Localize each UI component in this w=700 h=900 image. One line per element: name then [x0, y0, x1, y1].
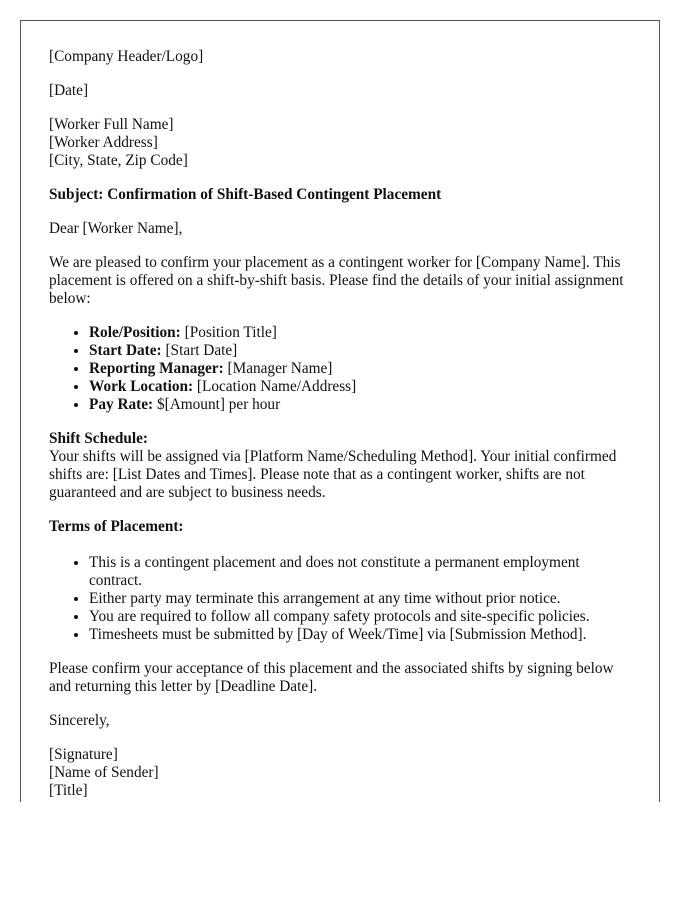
- terms-item: • Either party may terminate this arrangement at any time without prior notice.: [89, 590, 631, 608]
- terms-item: • You are required to follow all company safety protocols and site-specific policies.: [89, 608, 631, 626]
- detail-value: [Start Date]: [161, 342, 238, 359]
- signature-block: [49, 746, 631, 800]
- detail-value: [Location Name/Address]: [193, 378, 357, 395]
- intro-paragraph: We are pleased to confirm your placement as a contingent worker for [Company Name]. This placement is offered on a shift-by-shift basis. Please find the details of your initial assignment below:: [49, 254, 624, 307]
- detail-value: $[Amount] per hour: [153, 396, 281, 413]
- detail-start-date: [89, 342, 631, 360]
- detail-label: Role/Position:: [89, 324, 181, 341]
- detail-label: Work Location:: [89, 378, 194, 395]
- terms-heading: Terms of Placement:: [49, 518, 184, 535]
- letter-page: [20, 20, 660, 802]
- recipient-block: [49, 116, 631, 170]
- letter-date: [Date]: [49, 82, 89, 99]
- shift-schedule-text: Your shifts will be assigned via [Platform Name/Scheduling Method]. Your initial confirmed shifts are: [List Dates and Times]. Please note that as a contingent worker, shifts are not guaranteed and are subject to business needs.: [49, 448, 617, 501]
- detail-label: Pay Rate:: [89, 396, 154, 413]
- detail-value: [Position Title]: [180, 324, 277, 341]
- recipient-address: [Worker Address]: [49, 134, 158, 151]
- detail-role: [89, 324, 631, 342]
- terms-item: • This is a contingent placement and does not constitute a permanent employment contract.: [89, 554, 631, 590]
- terms-item: • Timesheets must be submitted by [Day of Week/Time] via [Submission Method].: [89, 626, 631, 644]
- recipient-name: [Worker Full Name]: [49, 116, 174, 133]
- shift-schedule-heading: Shift Schedule:: [49, 430, 149, 447]
- detail-value: [Manager Name]: [223, 360, 333, 377]
- detail-label: Start Date:: [89, 342, 162, 359]
- detail-location: [89, 378, 631, 396]
- signature: [Signature]: [49, 746, 118, 763]
- subject-line: Subject: Confirmation of Shift-Based Contingent Placement: [49, 186, 442, 203]
- detail-pay-rate: [89, 396, 631, 414]
- shift-schedule-section: [49, 430, 631, 502]
- closing: Sincerely,: [49, 712, 110, 729]
- detail-manager: [89, 360, 631, 378]
- salutation: Dear [Worker Name],: [49, 220, 183, 237]
- recipient-city-state-zip: [City, State, Zip Code]: [49, 152, 188, 169]
- detail-label: Reporting Manager:: [89, 360, 224, 377]
- closing-request: Please confirm your acceptance of this placement and the associated shifts by signing below and returning this letter by [Deadline Date].: [49, 660, 614, 695]
- company-header: [Company Header/Logo]: [49, 48, 204, 65]
- sender-title: [Title]: [49, 782, 88, 799]
- assignment-details-list: [49, 324, 631, 414]
- terms-list: [49, 554, 631, 644]
- sender-name: [Name of Sender]: [49, 764, 159, 781]
